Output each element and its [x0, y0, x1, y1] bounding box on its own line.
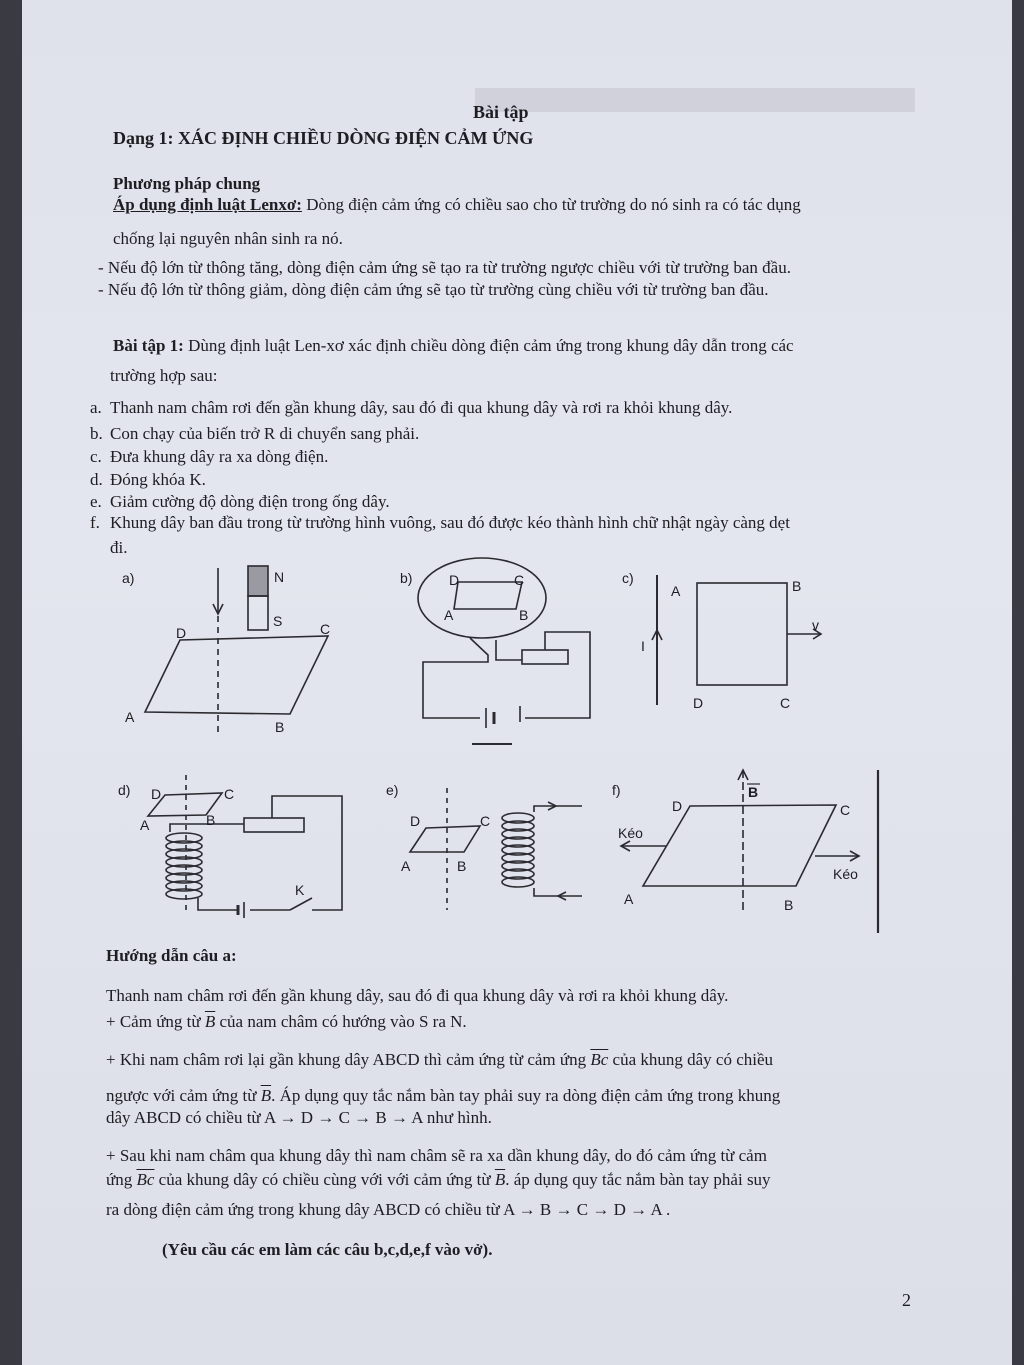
label-D: D: [693, 695, 704, 711]
exercise-text: Dùng định luật Len-xơ xác định chiều dòng điện cảm ứng trong khung dây dẫn trong các: [183, 336, 794, 355]
list-item-letter: b.: [90, 424, 103, 443]
guide-p3: [106, 1050, 773, 1070]
list-item-text: Thanh nam châm rơi đến gần khung dây, sau đó đi qua khung dây và rơi ra khỏi khung dây.: [110, 398, 733, 417]
list-item-text: Đóng khóa K.: [110, 470, 206, 489]
guide-p4: [106, 1086, 780, 1106]
wire-frame: [697, 583, 787, 685]
list-item-letter: e.: [90, 492, 102, 511]
label-D: D: [449, 572, 460, 588]
label-B: B: [784, 897, 794, 913]
label-B: B: [206, 812, 216, 828]
label-S: S: [273, 613, 283, 629]
vector-Bc: $\overline{Bc}$: [136, 1170, 155, 1189]
circuit-mid: [496, 640, 522, 660]
circuit-left: [423, 638, 488, 718]
label-C: C: [224, 786, 235, 802]
figure-c: [622, 570, 821, 711]
page-title: Bài tập: [473, 102, 529, 122]
figure-label: c): [622, 570, 634, 586]
section-heading: Dạng 1: XÁC ĐỊNH CHIỀU DÒNG ĐIỆN CẢM ỨNG: [113, 128, 534, 148]
list-item-text: Giảm cường độ dòng điện trong ống dây.: [110, 492, 390, 511]
label-D: D: [151, 786, 162, 802]
rule-2: - Nếu độ lớn từ thông giảm, dòng điện cảm ứng sẽ tạo từ trường cùng chiều với từ trường ban đầu.: [98, 280, 769, 299]
label-keo-left: Kéo: [618, 825, 643, 841]
label-v: v: [812, 617, 819, 633]
figure-d: [118, 775, 342, 918]
guide-p1: Thanh nam châm rơi đến gần khung dây, sau đó đi qua khung dây và rơi ra khỏi khung dây.: [106, 986, 729, 1005]
guide-p6: + Sau khi nam châm qua khung dây thì nam châm sẽ ra xa dần khung dây, do đó cảm ứng từ cảm: [106, 1146, 767, 1165]
vector-B: $\overline{B}$: [494, 1170, 506, 1189]
method-heading: Phương pháp chung: [113, 174, 261, 193]
label-keo-right: Kéo: [833, 866, 858, 882]
label-Bvec: B: [748, 784, 759, 800]
text-run: của nam châm có hướng vào S ra N.: [215, 1012, 467, 1031]
circuit-right: [272, 796, 342, 910]
magnet-north: [248, 566, 268, 596]
figure-b: [400, 558, 590, 744]
list-item-text: Con chạy của biến trở R di chuyển sang phải.: [110, 424, 420, 443]
guide-p8: ra dòng điện cảm ứng trong khung dây ABCD có chiều từ A → B → C → D → A .: [106, 1200, 671, 1219]
label-A: A: [140, 817, 150, 833]
switch-K: [290, 898, 312, 910]
guide-p7: [106, 1170, 771, 1190]
text-run: + Khi nam châm rơi lại gần khung dây ABCD thì cảm ứng từ cảm ứng: [106, 1050, 591, 1069]
law-text-cont: chống lại nguyên nhân sinh ra nó.: [113, 229, 343, 248]
list-item-letter: f.: [90, 513, 100, 532]
rule-1: - Nếu độ lớn từ thông tăng, dòng điện cảm ứng sẽ tạo ra từ trường ngược chiều với từ trường ban đầu.: [98, 258, 791, 277]
figure-label: b): [400, 570, 413, 586]
text-run: . Áp dụng quy tắc nắm bàn tay phải suy ra dòng điện cảm ứng trong khung: [271, 1086, 781, 1105]
guide-heading: Hướng dẫn câu a:: [106, 946, 237, 965]
solenoid: [166, 833, 202, 899]
vector-B: $\overline{B}$: [260, 1086, 272, 1105]
vector-Bc: $\overline{Bc}$: [590, 1050, 609, 1069]
lead-top: [534, 806, 582, 812]
guide-p5: dây ABCD có chiều từ A → D → C → B → A như hình.: [106, 1108, 492, 1127]
text-run: ngược với cảm ứng từ: [106, 1086, 261, 1105]
page-number: 2: [902, 1290, 911, 1310]
magnet-south: [248, 596, 268, 630]
figure-label: d): [118, 782, 131, 798]
vector-B: $\overline{B}$: [204, 1012, 216, 1031]
list-item-letter: d.: [90, 470, 103, 489]
label-C: C: [480, 813, 491, 829]
label-N: N: [274, 569, 285, 585]
text-run: của khung dây có chiều: [608, 1050, 774, 1069]
list-item-letter: c.: [90, 447, 102, 466]
list-item-cont: đi.: [110, 538, 128, 557]
label-D: D: [176, 625, 187, 641]
label-C: C: [320, 621, 331, 637]
exercise-label: Bài tập 1:: [113, 336, 184, 355]
label-K: K: [295, 882, 305, 898]
circuit-right: [525, 632, 590, 718]
law-text: Dòng điện cảm ứng có chiều sao cho từ trường do nó sinh ra có tác dụng: [301, 195, 801, 214]
solenoid: [502, 813, 534, 887]
figure-label: e): [386, 782, 399, 798]
label-B: B: [792, 578, 802, 594]
wire-frame: [643, 805, 836, 886]
list-item-text: Đưa khung dây ra xa dòng điện.: [110, 447, 329, 466]
list-item-letter: a.: [90, 398, 102, 417]
label-C: C: [840, 802, 851, 818]
figure-label: a): [122, 570, 135, 586]
circuit-left: [198, 898, 238, 910]
label-B: B: [275, 719, 285, 735]
label-A: A: [624, 891, 634, 907]
figure-f: [612, 770, 878, 933]
ring-wire: [418, 558, 546, 638]
label-D: D: [410, 813, 421, 829]
figure-e: [386, 782, 582, 910]
rheostat: [522, 650, 568, 664]
label-A: A: [401, 858, 411, 874]
lead-bottom: [534, 888, 582, 896]
label-A: A: [444, 607, 454, 623]
law-label: Áp dụng định luật Lenxơ:: [113, 195, 302, 214]
wire-frame: [454, 582, 522, 609]
label-A: A: [671, 583, 681, 599]
label-D: D: [672, 798, 683, 814]
rheostat: [244, 818, 304, 832]
list-item-text: Khung dây ban đầu trong từ trường hình vuông, sau đó được kéo thành hình chữ nhật ngày càng dẹt: [110, 513, 790, 532]
text-run: ứng: [106, 1170, 137, 1189]
text-run: . áp dụng quy tắc nắm bàn tay phải suy: [505, 1170, 771, 1189]
label-I: I: [641, 638, 645, 654]
text-run: của khung dây có chiều cùng với với cảm ứng từ: [154, 1170, 495, 1189]
label-B: B: [457, 858, 467, 874]
figure-label: f): [612, 782, 621, 798]
wire-frame: [410, 826, 480, 852]
exercise-text-cont: trường hợp sau:: [110, 366, 218, 385]
label-B: B: [519, 607, 529, 623]
label-C: C: [514, 572, 525, 588]
label-C: C: [780, 695, 791, 711]
label-A: A: [125, 709, 135, 725]
figure-a: [122, 566, 330, 735]
text-run: + Cảm ứng từ: [106, 1012, 205, 1031]
wire-frame: [145, 636, 328, 714]
guide-note: (Yêu cầu các em làm các câu b,c,d,e,f vào vở).: [162, 1240, 493, 1259]
guide-p2: [106, 1012, 467, 1032]
